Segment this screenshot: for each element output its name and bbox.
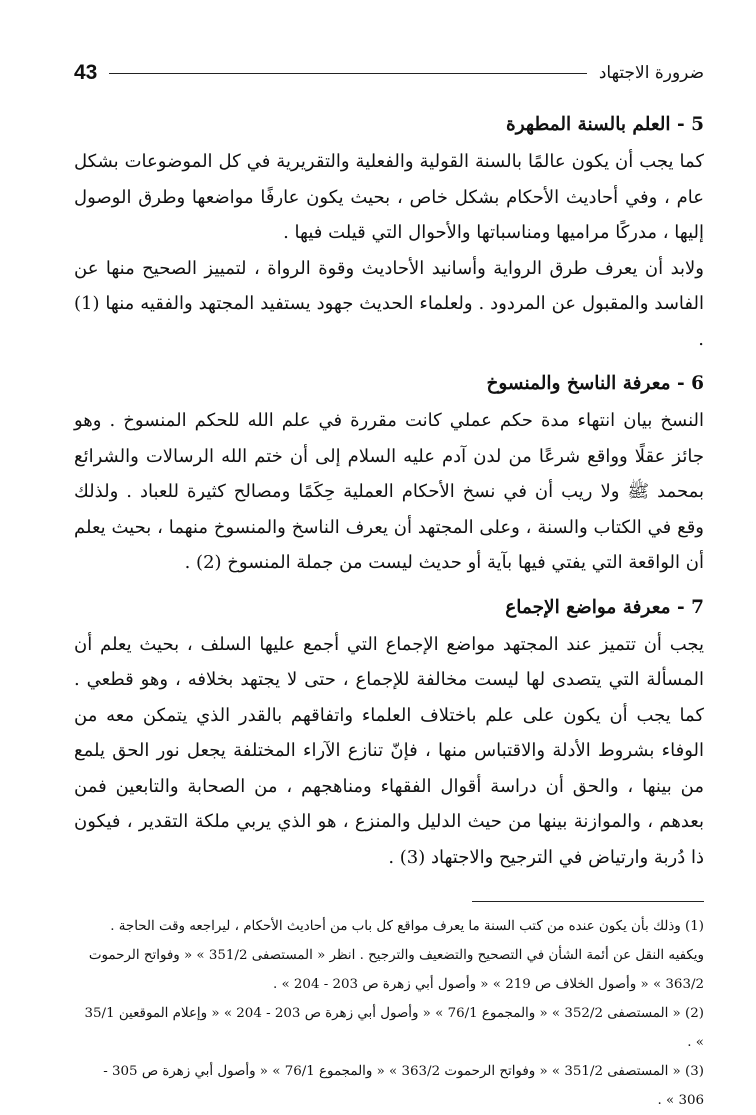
section-heading: 6 - معرفة الناسخ والمنسوخ — [486, 373, 704, 394]
page-header — [74, 56, 704, 90]
paragraph: كما يجب أن يكون عالمًا بالسنة القولية والفعلية والتقريرية في كل الموضوعات بشكل عام ، وفي أحاديث الأحكام بشكل خاص ، بحيث يكون عارفًا مواضعها وطرق الوصول إليها ، مدركًا مراميها ومناسباتها والأحوال التي قيلت فيها . — [74, 151, 704, 243]
header-rule — [109, 73, 586, 74]
section-heading: 5 - العلم بالسنة المطهرة — [506, 114, 704, 135]
running-title: ضرورة الاجتهاد — [598, 63, 704, 83]
footnote: (3) « المستصفى 351/2 » « وفواتح الرحموت 363/2 » « والمجموع 76/1 » « وأصول أبي زهرة ص 305 - 306 » . — [103, 1064, 704, 1108]
footnote-separator — [472, 901, 704, 902]
paragraph: النسخ بيان انتهاء مدة حكم عملي كانت مقررة في علم الله للحكم المنسوخ . وهو جائز عقلًا وواقع شرعًا من لدن آدم عليه السلام إلى أن ختم الله الرسالات والشرائع بمحمد ﷺ ولا ريب أن في نسخ الأحكام العملية حِكَمًا ومصالح كثيرة للعباد . ولذلك وقع في الكتاب والسنة ، وعلى المجتهد أن يعرف الناسخ والمنسوخ منهما ، بحيث يعلم أن الواقعة التي يفتي فيها بآية أو حديث ليست من جملة المنسوخ (2) . — [74, 410, 704, 573]
page-number: 43 — [74, 61, 98, 84]
paragraph: يجب أن تتميز عند المجتهد مواضع الإجماع التي أجمع عليها السلف ، بحيث يعلم أن المسألة التي يتصدى لها ليست مخالفة للإجماع ، حتى لا يجتهد بخلافه ، وهو قطعي . كما يجب أن يكون على علم باختلاف العلماء واتفاقهم بالقدر الذي يتمكن معه من الوفاء بشروط الأدلة والاقتباس منها ، فإنّ تنازع الآراء المختلفة يجعل نور الحق يلمع من بينها ، والحق أن دراسة أقوال الفقهاء ومناهجهم ، من الصحابة والتابعين فمن بعدهم ، والموازنة بينها من حيث الدليل والمنزع ، هو الذي يربي ملكة التقدير ، فيكون ذا دُربة وارتياض في الترجيح والاجتهاد (3) . — [74, 633, 704, 868]
section-heading: 7 - معرفة مواضع الإجماع — [505, 596, 704, 618]
paragraph: ولابد أن يعرف طرق الرواية وأسانيد الأحاديث وقوة الرواة ، لتمييز الصحيح منها عن الفاسد والمقبول عن المردود . ولعلماء الحديث جهود يستفيد المجتهد والفقيه منها (1) . — [74, 257, 704, 350]
footnote: (2) « المستصفى 352/2 » « والمجموع 76/1 » « وأصول أبي زهرة ص 203 - 204 » « وإعلام الموقعين 35/1 » . — [84, 1006, 704, 1050]
book-page — [74, 56, 704, 1115]
footnote: (1) وذلك بأن يكون عنده من كتب السنة ما يعرف مواقع كل باب من أحاديث الأحكام ، ليراجعه وقت الحاجة . ويكفيه النقل عن أئمة الشأن في التصحيح والتضعيف والترجيح . انظر « المستصفى 351/2 » « وفواتح الرحموت 363/2 » « وأصول الخلاف ص 219 » « وأصول أبي زهرة ص 203 - 204 » . — [88, 919, 704, 992]
